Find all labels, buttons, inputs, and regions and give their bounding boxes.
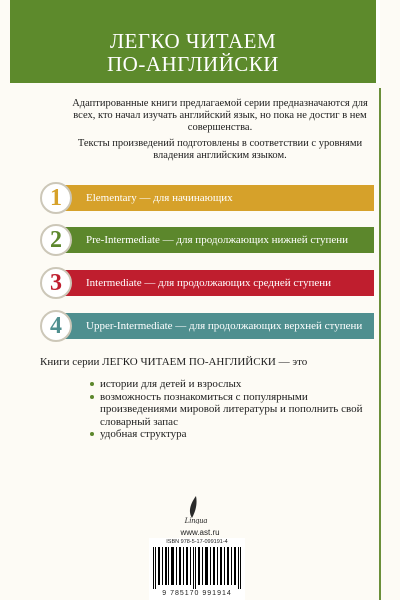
logo-wordmark: Lingua (184, 516, 208, 524)
bullet-icon (90, 395, 94, 399)
intro-text (70, 98, 370, 166)
barcode-number: 9 785170 991914 (162, 590, 232, 597)
level-1-number: 1 (40, 182, 72, 214)
series-title-line1: ЛЕГКО ЧИТАЕМ (109, 29, 277, 53)
level-1-label: Elementary — для начинающих (56, 185, 374, 211)
level-2-label: Pre-Intermediate — для продолжающих нижней ступени (56, 227, 374, 253)
list-item (90, 378, 370, 391)
list-item-text: истории для детей и взрослых (100, 378, 242, 390)
intro-paragraph-2: Тексты произведений подготовлены в соответствии с уровнями владения английским языком. (77, 138, 363, 161)
isbn-label: ISBN 978-5-17-099191-4 (166, 539, 228, 545)
level-4-band (40, 310, 374, 342)
lingua-logo (176, 494, 216, 524)
publisher-website: www.ast.ru (180, 528, 220, 537)
barcode-bars (153, 547, 241, 589)
level-3-number: 3 (40, 267, 72, 299)
feature-list (90, 378, 370, 441)
level-4-number: 4 (40, 310, 72, 342)
level-1-band (40, 182, 374, 214)
intro-paragraph-1: Адаптированные книги предлагаемой серии предназначаются для всех, кто начал изучать английский язык, но пока не достиг в нем совершенства. (72, 98, 368, 133)
list-item (90, 391, 370, 429)
level-4-label: Upper-Intermediate — для продолжающих верхней ступени (56, 313, 374, 339)
list-item-text: возможность познакомиться с популярными произведениями мировой литературы и пополнить свой словарный запас (100, 390, 363, 428)
series-title-line2: ПО-АНГЛИЙСКИ (107, 52, 279, 76)
series-description: Книги серии ЛЕГКО ЧИТАЕМ ПО-АНГЛИЙСКИ — это (40, 356, 308, 368)
barcode (149, 538, 245, 600)
bullet-icon (90, 382, 94, 386)
level-2-band (40, 224, 374, 256)
level-3-label: Intermediate — для продолжающих средней ступени (56, 270, 374, 296)
list-item (90, 428, 370, 441)
series-title-banner (10, 0, 380, 83)
side-rule (379, 88, 381, 600)
level-2-number: 2 (40, 224, 72, 256)
bullet-icon (90, 432, 94, 436)
list-item-text: удобная структура (100, 428, 187, 440)
level-3-band (40, 267, 374, 299)
